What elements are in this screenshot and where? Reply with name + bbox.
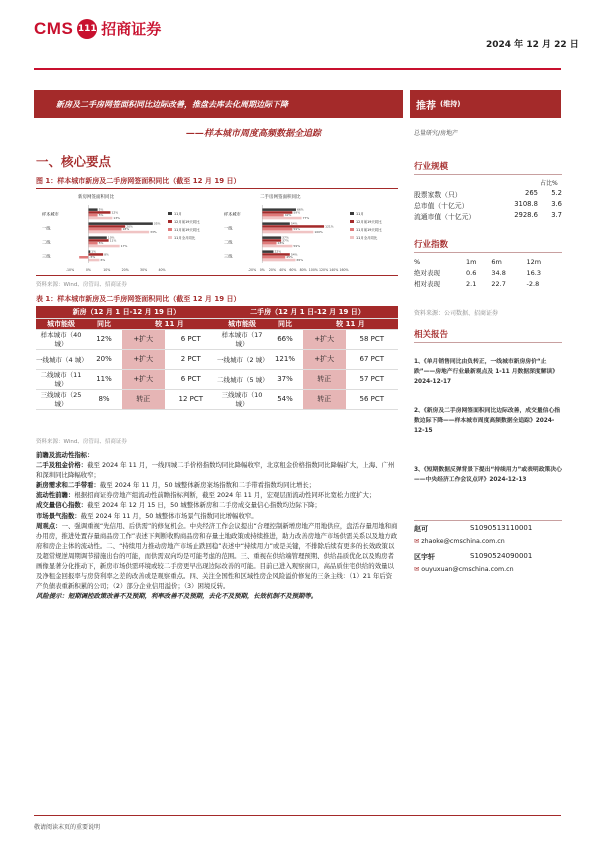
analyst-name: 区宇轩 [414, 553, 435, 561]
category-label: 样本城市 [42, 211, 59, 217]
city-yoy-table [36, 306, 398, 410]
data-label: 54% [290, 221, 298, 226]
bar [262, 250, 273, 253]
tick-label: 140% [329, 268, 339, 272]
data-label: 100% [314, 230, 323, 235]
figure-title: 图 1：样本城市新房及二手房网签面积同比（截至 12 月 19 日） [36, 177, 241, 185]
bar [262, 231, 313, 234]
analyst-name: 赵可 [414, 525, 428, 533]
tick-label: 100% [308, 268, 318, 272]
chart-title: 二手房网签面积同比 [260, 195, 301, 200]
bar [88, 250, 90, 253]
logo-cn-text: 招商证券 [101, 20, 162, 38]
industry-index-table [414, 256, 562, 289]
index-row: 相对表现 2.1 22.7 -2.8 [414, 279, 540, 288]
legend-swatch [350, 220, 354, 223]
divider [414, 520, 562, 521]
figure-1-chart-area [36, 188, 398, 276]
paragraph: 新房需求和二手带看：截至 2024 年 11 月，50 城整体新房案场指数和二手带看指数均同比增长； [36, 481, 316, 490]
tick-label: 20% [268, 268, 276, 272]
scale-row: 股票家数（只） 265 5.2 [414, 189, 562, 199]
category-label: 一线 [224, 225, 233, 231]
chart-title: 新房网签面积同比 [78, 195, 114, 200]
tick-label: 60% [289, 268, 297, 272]
bar [262, 236, 281, 239]
report-subtitle: ——样本城市周度高频数据全追踪 [186, 129, 322, 139]
new-home-chart [36, 189, 216, 277]
bar [79, 256, 88, 259]
logo-emblem-icon: 111 [77, 19, 97, 39]
industry-scale-table [414, 189, 562, 222]
footer-note: 敬请阅读末页的重要说明 [34, 824, 101, 831]
scale-col-header: 占比% [540, 180, 558, 187]
data-label: 5% [98, 213, 104, 218]
analyst-email[interactable]: ✉ zhaoke@cmschina.com.cn [414, 538, 505, 545]
bar [262, 217, 301, 220]
bar [262, 222, 290, 225]
table-column-header: 城市能级 同比 较 11 月 城市能级 同比 较 11 月 [36, 318, 398, 329]
legend-label: 11月前19天同比 [356, 228, 382, 232]
tick-label: 160% [339, 268, 349, 272]
data-label: 37% [282, 235, 289, 240]
paragraph: 成交量信心指数：截至 2024 年 12 月 15 日，50 城整体新房和二手房成交量信心指数均边际下降； [36, 501, 321, 510]
legend-label: 12月前19天同比 [356, 220, 382, 224]
data-label: 59% [293, 210, 301, 215]
bar [88, 242, 97, 245]
bar [88, 231, 149, 234]
bar [88, 259, 99, 262]
divider [414, 252, 562, 253]
data-label: 12% [111, 210, 119, 215]
data-label: 17% [120, 244, 128, 249]
data-label: 59% [293, 227, 301, 232]
legend-swatch [168, 228, 172, 231]
paragraph: 流动性前瞻：根据招商证券房地产组流动性前瞻指标判断，截至 2024 年 11 月，宏观层面流动性同环比宽松力度扩大； [36, 491, 376, 500]
tick-label: 40% [158, 268, 166, 272]
related-report-link[interactable]: 2、《新房及二手房网签面积同比边际改善，成交量信心指数边际下降——样本城市周度高频数据全追踪》2024-12-15 [414, 408, 561, 434]
data-label: 5% [98, 241, 104, 246]
data-label: 33% [150, 230, 157, 235]
legend-swatch [168, 212, 172, 215]
rating-badge [410, 90, 561, 118]
bar [262, 214, 283, 217]
category-label: 三线 [42, 253, 51, 259]
table-row: 二线城市（11 城） 11% +扩大 6 PCT 二线城市（5 城） 37% 转正 57 PCT [36, 369, 398, 389]
industry-scale-title: 行业规模 [414, 162, 449, 172]
table-row: 样本城市（40 城） 12% +扩大 6 PCT 样本城市（17 城） 66% +扩大 58 PCT [36, 329, 398, 349]
table-row: 三线城市（25 城） 8% 转正 12 PCT 三线城市（10 城） 54% 转正 56 PCT [36, 389, 398, 409]
table-row: 一线城市（4 城） 20% +扩大 2 PCT 一线城市（2 城） 121% +扩大 67 PCT [36, 349, 398, 369]
legend-swatch [350, 228, 354, 231]
data-label: 5% [98, 207, 104, 212]
data-label: 22% [274, 249, 282, 254]
bar [262, 256, 285, 259]
bar [262, 245, 292, 248]
bar [262, 228, 292, 231]
legend-label: 11月 [174, 212, 182, 216]
table-group-header [36, 306, 398, 318]
footer-divider [34, 815, 561, 816]
data-label: 37% [282, 238, 289, 243]
bar [88, 208, 97, 211]
tick-label: 40% [279, 268, 287, 272]
scale-row: 总市值（十亿元） 3108.8 3.6 [414, 200, 562, 210]
data-label: 77% [302, 216, 310, 221]
legend-swatch [350, 212, 354, 215]
table-title: 表 1：样本城市新房及二手房网签面积同比（截至 12 月 19 日） [36, 295, 241, 303]
data-label: 1% [91, 249, 97, 254]
tick-label: 80% [299, 268, 307, 272]
bar [262, 208, 296, 211]
data-label: 121% [325, 224, 334, 229]
paragraph: 周观点：一、强调重视“先信用、后供需”的修复机会。中央经济工作会议提出“合理控制新增房地产用地供应，盘活存量用地和商办用房，推进处置存量商品房工作”表述下判断收购商品房和存量土地政策或持续推进，助力改善房地产市场供需关系以及地方政府和房企主体的流动性。二、“持续用力推动房地产市场止跌回稳”表述中“持续用力”或是关键，不排除后续有更多的长效政策以及超常规逆周期调节措施出台的可能，而供需双向均是可能考虑的范围。三、重视在供给端管理预期、供给品质优化以及购房者画像显著分化推动下，新房市场供需环境或较二手房更早出现边际改善的可能。目前已进入观察窗口，高品质住宅供给的效量以及净租金回报率与房贷利率之差的改善或是观察重点。四、关注全国性和区域性房企风险溢价修复的三条主线：（1）21 年后资产负债表重新积累的公司；（2）部分企业信用溢价；（3）困境反转。 [36, 521, 398, 591]
tick-label: -10% [65, 268, 75, 272]
group-second-hand: 二手房（12 月 1 日-12 月 19 日） [217, 306, 398, 318]
bar [88, 245, 119, 248]
bar [262, 242, 276, 245]
data-label: 6% [100, 258, 106, 263]
divider [414, 174, 562, 175]
industry-index-title: 行业指数 [414, 240, 449, 250]
bar [88, 225, 125, 228]
category-label: 二线 [224, 239, 233, 245]
category-label: 一线 [42, 225, 51, 231]
paragraph-label: 前瞻及流动性指标： [36, 451, 94, 459]
index-row: 绝对表现 0.6 34.8 16.3 [414, 268, 542, 277]
bar [88, 222, 152, 225]
related-report-link[interactable]: 1、《单月销售同比由负转正，一线城市新房房价“止跌”——房地产行业最新观点及 1-11 月数据深度解读》2024-12-17 [414, 359, 559, 385]
tick-label: 10% [103, 268, 111, 272]
data-label: 18% [122, 227, 130, 232]
figure-source: 资料来源：Wind、房管局、招商证券 [36, 282, 127, 288]
tick-label: 20% [121, 268, 129, 272]
tick-label: 0% [85, 268, 91, 272]
report-title: 新房及二手房网签面积同比边际改善，推盘去库去化周期边际下降 [34, 90, 403, 118]
data-label: 54% [290, 252, 298, 257]
logo-cms-text: CMS [34, 18, 74, 38]
related-report-link[interactable]: 3、《短期数据反弹背景下提出“持续用力”或表明政策决心——中央经济工作会议点评》2024-12-13 [414, 467, 562, 483]
rating-sub: (维持) [440, 100, 461, 108]
tick-label: -20% [247, 268, 257, 272]
legend-label: 11月前19天同比 [174, 228, 200, 232]
divider [414, 342, 562, 343]
data-label: 28% [277, 241, 285, 246]
legend-swatch [168, 220, 172, 223]
group-new-home: 新房（12 月 1 日-12 月 19 日） [36, 306, 217, 318]
risk-warning: 风险提示：短期调控政策改善不及预期，利率改善不及预期，去化不及预期，长效机制不及预期等。 [36, 592, 318, 601]
index-source: 资料来源：公司数据、招商证券 [414, 310, 499, 317]
tick-label: 30% [140, 268, 148, 272]
index-header-row: % 1m 6m 12m [414, 257, 542, 266]
legend-label: 11月全月同比 [356, 236, 378, 240]
legend-swatch [168, 236, 172, 239]
data-label: 10% [107, 235, 115, 240]
header-divider [34, 68, 561, 70]
table-source: 资料来源：Wind、房管局、招商证券 [36, 439, 127, 445]
mail-icon: ✉ [414, 538, 420, 545]
bar [88, 214, 97, 217]
rating-label: 推荐 [416, 100, 436, 112]
data-label: 11% [109, 238, 117, 243]
tick-label: 0% [259, 268, 265, 272]
data-label: 42% [284, 213, 292, 218]
bar [88, 228, 121, 231]
category-label: 二线 [42, 239, 51, 245]
scale-row: 流通市值（十亿元） 2928.6 3.7 [414, 211, 562, 221]
data-label: 59% [293, 244, 301, 249]
paragraph: 市场景气指数：截至 2024 年 11 月，50 城整体市场景气指数同比增幅收窄。 [36, 511, 258, 520]
section-title: 一、核心要点 [36, 154, 112, 169]
data-label: 66% [296, 207, 304, 212]
report-category: 总量研究/房地产 [414, 130, 459, 137]
category-label: 样本城市 [224, 211, 241, 217]
data-label: 45% [286, 255, 293, 260]
mail-icon: ✉ [414, 566, 420, 573]
analyst-id: S1090513110001 [470, 524, 533, 532]
data-label: 20% [126, 224, 133, 229]
data-label: 65% [296, 258, 304, 263]
body-text [36, 450, 398, 601]
bar [262, 259, 295, 262]
related-reports-title: 相关报告 [414, 330, 449, 340]
bar [88, 217, 112, 220]
analyst-email[interactable]: ✉ ouyuxuan@cmschina.com.cn [414, 566, 514, 573]
data-label: -5% [89, 255, 96, 260]
report-date: 2024 年 12 月 22 日 [486, 40, 579, 50]
analyst-id: S1090524090001 [470, 552, 533, 560]
paragraph: 二手及租金价格：截至 2024 年 11 月，一线四城二手价格指数均同比降幅收窄，北京租金价格指数同比降幅扩大，上海、广州和深圳同比降幅收窄； [36, 461, 395, 480]
tick-label: 120% [318, 268, 329, 272]
legend-label: 11月 [356, 212, 364, 216]
data-label: 8% [104, 252, 109, 257]
bar [88, 236, 106, 239]
data-label: 35% [153, 221, 161, 226]
company-logo [34, 18, 161, 39]
data-label: 13% [113, 216, 120, 221]
category-label: 三线 [224, 253, 233, 259]
legend-swatch [350, 236, 354, 239]
second-hand-chart [218, 189, 398, 277]
legend-label: 11月全月同比 [174, 236, 196, 240]
legend-label: 12月前19天同比 [174, 220, 200, 224]
